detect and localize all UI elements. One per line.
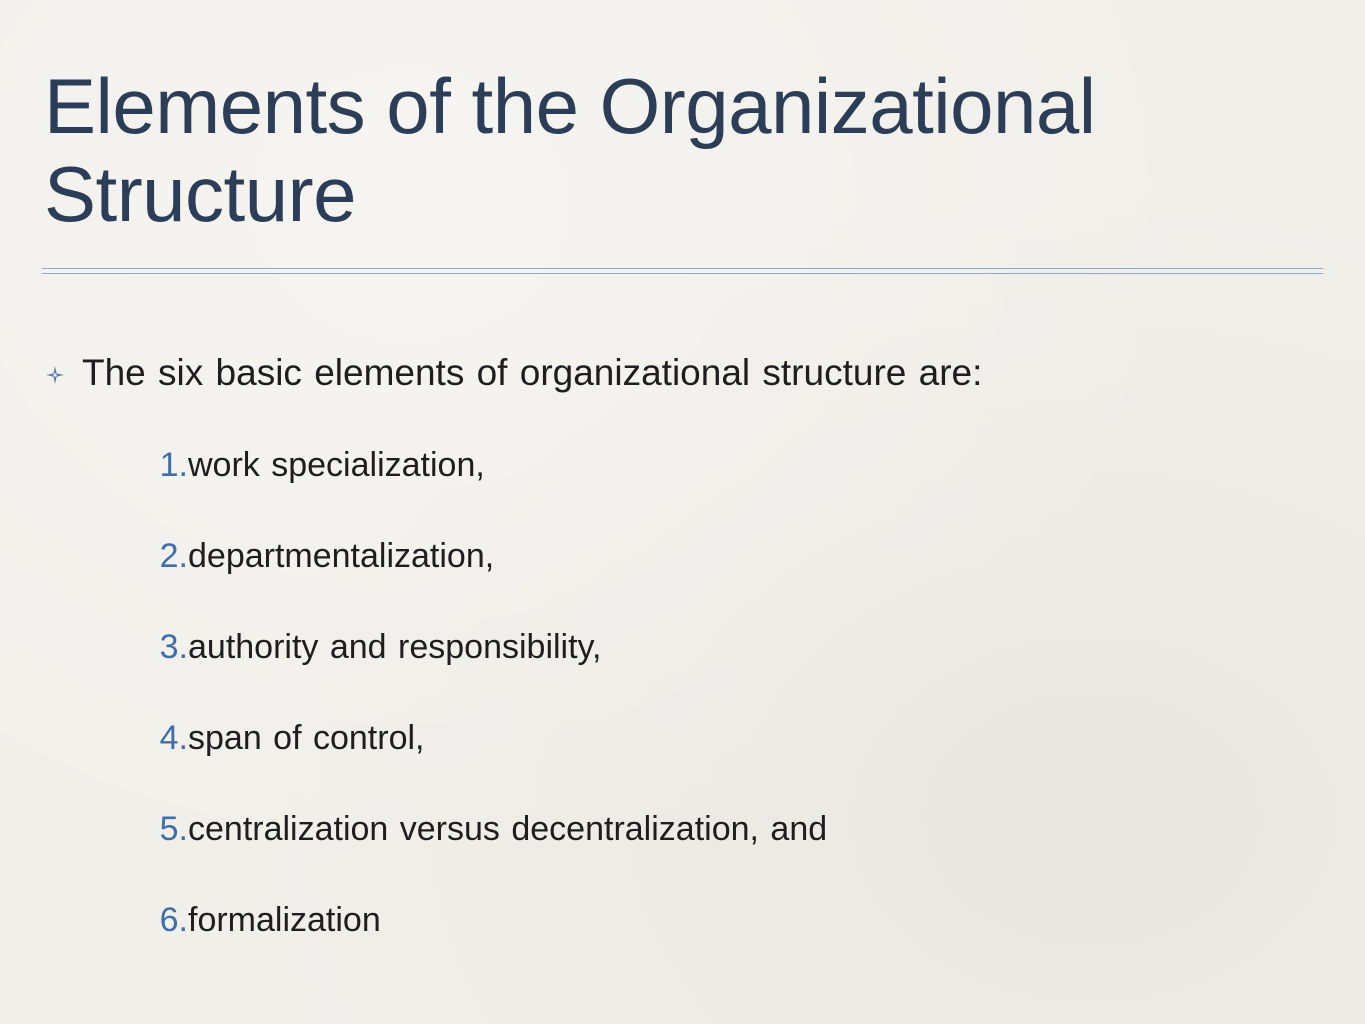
- elements-list: [144, 442, 827, 988]
- list-item: [144, 442, 827, 533]
- list-number: 3.: [159, 628, 188, 666]
- list-item: [144, 715, 827, 806]
- four-pointed-star-icon: [44, 364, 66, 386]
- list-item: [144, 533, 827, 624]
- list-item-text: formalization: [188, 901, 381, 939]
- list-item-text: authority and responsibility,: [188, 628, 602, 666]
- intro-bullet: [44, 350, 982, 396]
- list-item: [144, 806, 827, 897]
- list-number: 5.: [159, 810, 188, 848]
- list-number: 4.: [159, 719, 188, 757]
- intro-text: The six basic elements of organizational structure are:: [82, 352, 983, 393]
- list-item-text: departmentalization,: [188, 537, 495, 575]
- list-number: 2.: [159, 537, 188, 575]
- list-item-text: span of control,: [188, 719, 425, 757]
- list-item: [144, 897, 827, 988]
- list-number: 1.: [159, 446, 188, 484]
- list-item-text: work specialization,: [188, 446, 485, 484]
- list-item: [144, 624, 827, 715]
- list-number: 6.: [159, 901, 188, 939]
- title-divider-top: [42, 268, 1323, 269]
- title-divider-bottom: [42, 273, 1323, 274]
- list-item-text: centralization versus decentralization, and: [188, 810, 828, 848]
- slide-title: Elements of the Organizational Structure: [44, 62, 1096, 238]
